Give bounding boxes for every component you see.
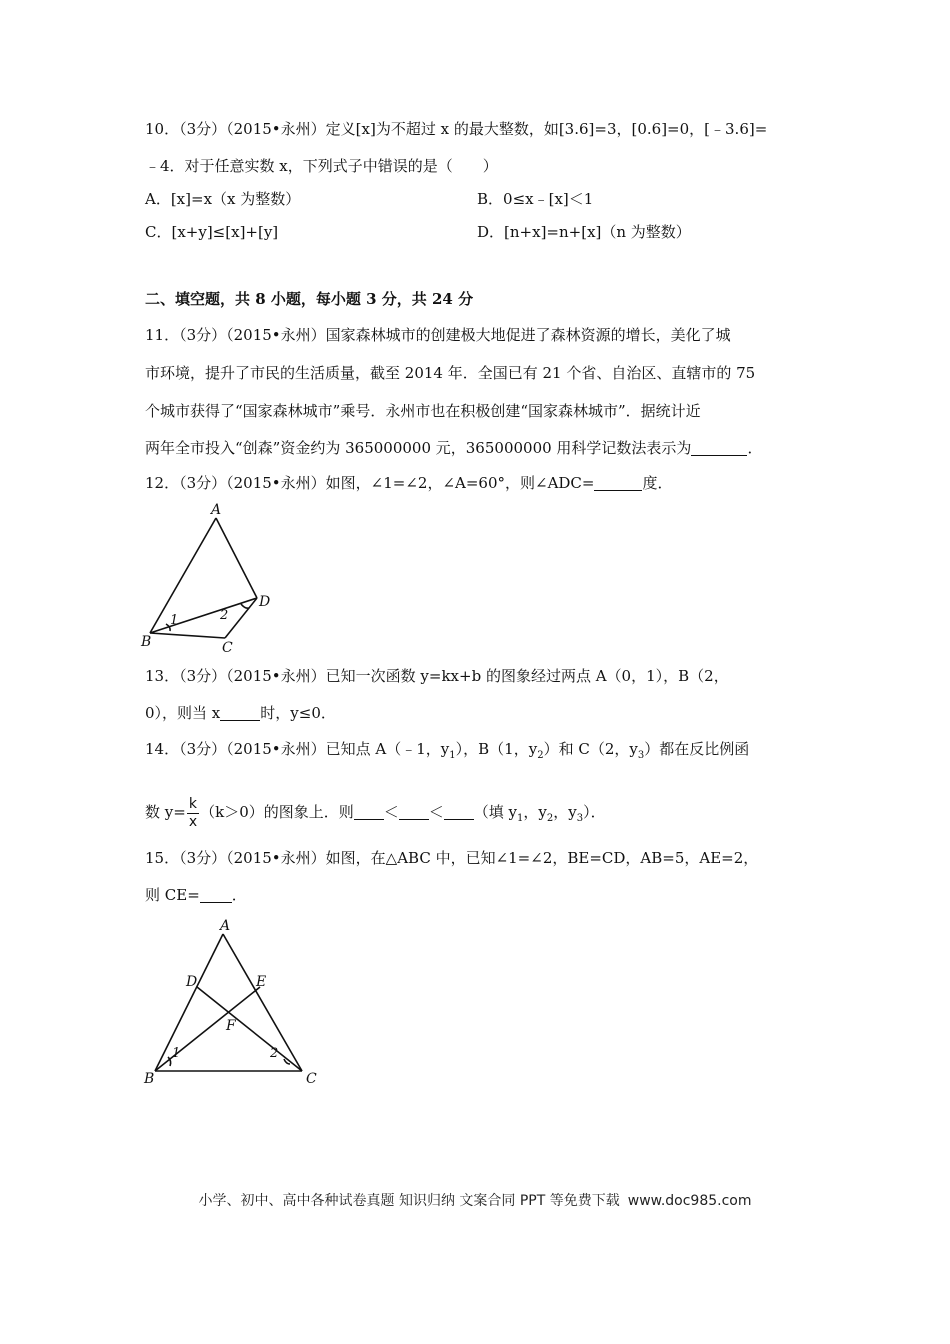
answer-blank [220,704,260,721]
q14-pre: 数 y= [145,803,186,821]
q12-question: 12．（3分）（2015•永州）如图，∠1=∠2，∠A=60°，则∠ADC= [145,474,595,492]
q15-end: ． [231,886,247,904]
q11-line-1: 11．（3分）（2015•永州）国家森林城市的创建极大地促进了森林资源的增长，美化了城 [145,326,731,344]
q10-option-a: A．[x]=x（x 为整数） [145,190,301,208]
q14-sub-1: 1 [449,750,456,761]
q13-line-2b: 时，y≤0． [260,704,336,722]
q15-label-f: F [226,1018,236,1034]
q12-label-d: D [259,594,271,610]
q15-figure [135,918,335,1090]
q10-option-b: B．0≤x﹣[x]＜1 [477,190,594,208]
answer-blank [444,803,474,820]
fraction-k-over-x [187,796,199,831]
q12-end: 度． [642,474,673,492]
q13-line-2 [145,702,336,724]
q14-line-1 [145,738,749,767]
q12-label-b: B [141,634,152,650]
q10-option-d: D．[n+x]=n+[x]（n 为整数） [477,223,691,241]
fraction-denominator: x [188,813,198,830]
q14-fill-sub-1: 1 [517,813,524,824]
q13-line-2a: 0），则当 x [145,704,221,722]
q11-end: ． [747,439,763,457]
q11-line-4 [145,437,762,459]
q15-label-b: B [144,1071,155,1087]
q14-sub-2: 2 [537,750,544,761]
q14-fill: （填 y [473,803,518,821]
q15-label-d: D [186,974,198,990]
q14-text-a: 14．（3分）（2015•永州）已知点 A（﹣1，y [145,740,450,758]
q14-text-b: ），B（1，y [455,740,538,758]
q14-close: ）． [583,803,606,821]
q10-line-2: ﹣4．对于任意实数 x，下列式子中错误的是（ ） [145,157,498,175]
answer-blank [691,439,747,456]
fraction-numerator: k [187,796,199,814]
q12-text [145,472,673,494]
q12-angle-1: 1 [170,613,179,628]
answer-blank [399,803,429,820]
footer-url[interactable]: www.doc985.com [627,1193,752,1209]
footer-text: 小学、初中、高中各种试卷真题 知识归纳 文案合同 PPT 等免费下载 [198,1193,620,1209]
q15-angle-1: 1 [172,1046,181,1061]
q12-label-a: A [211,502,222,518]
q15-line-1: 15．（3分）（2015•永州）如图，在△ABC 中，已知∠1=∠2，BE=CD，AB=5，AE=2， [145,849,759,867]
q14-comma-2: ，y [553,803,577,821]
q13-line-1: 13．（3分）（2015•永州）已知一次函数 y=kx+b 的图象经过两点 A（0，1），B（2， [145,667,729,685]
q15-label-c: C [306,1071,317,1087]
q15-label-a: A [220,918,231,934]
q12-figure [135,498,285,658]
q14-text-c: ）和 C（2，y [543,740,638,758]
section-heading: 二、填空题，共 8 小题，每小题 3 分，共 24 分 [145,290,474,308]
answer-blank [354,803,384,820]
q11-line-3: 个城市获得了“国家森林城市”乘号．永州市也在积极创建“国家森林城市”．据统计近 [145,402,701,420]
q14-fill-sub-2: 2 [546,813,554,824]
answer-blank [200,886,232,903]
q14-lt-1: ＜ [383,803,399,821]
q14-lt-2: ＜ [428,803,444,821]
q12-angle-2: 2 [220,608,229,623]
q15-angle-2: 2 [270,1046,279,1061]
q10-line-1: 10．（3分）（2015•永州）定义[x]为不超过 x 的最大整数，如[3.6]=3，[0.6]=0，[﹣3.6]= [145,120,768,138]
page-footer [0,1190,950,1210]
q15-line-2-text: 则 CE= [145,886,200,904]
q14-fill-sub-3: 3 [576,813,584,824]
q14-text-d: ）都在反比例函 [644,740,750,758]
q15-line-2 [145,884,247,906]
q14-mid: （k＞0）的图象上．则 [200,803,354,821]
q10-option-c: C．[x+y]≤[x]+[y] [145,223,279,241]
answer-blank [594,474,642,491]
q12-label-c: C [222,640,233,656]
q11-line-2: 市环境，提升了市民的生活质量，截至 2014 年．全国已有 21 个省、自治区、直辖市的 75 [145,364,756,382]
q14-comma-1: ，y [523,803,547,821]
q14-sub-3: 3 [637,750,645,761]
q14-line-2 [145,792,606,839]
q15-label-e: E [256,974,267,990]
q11-line-4-text: 两年全市投入“创森”资金约为 365000000 元，365000000 用科学记数法表示为 [145,439,692,457]
